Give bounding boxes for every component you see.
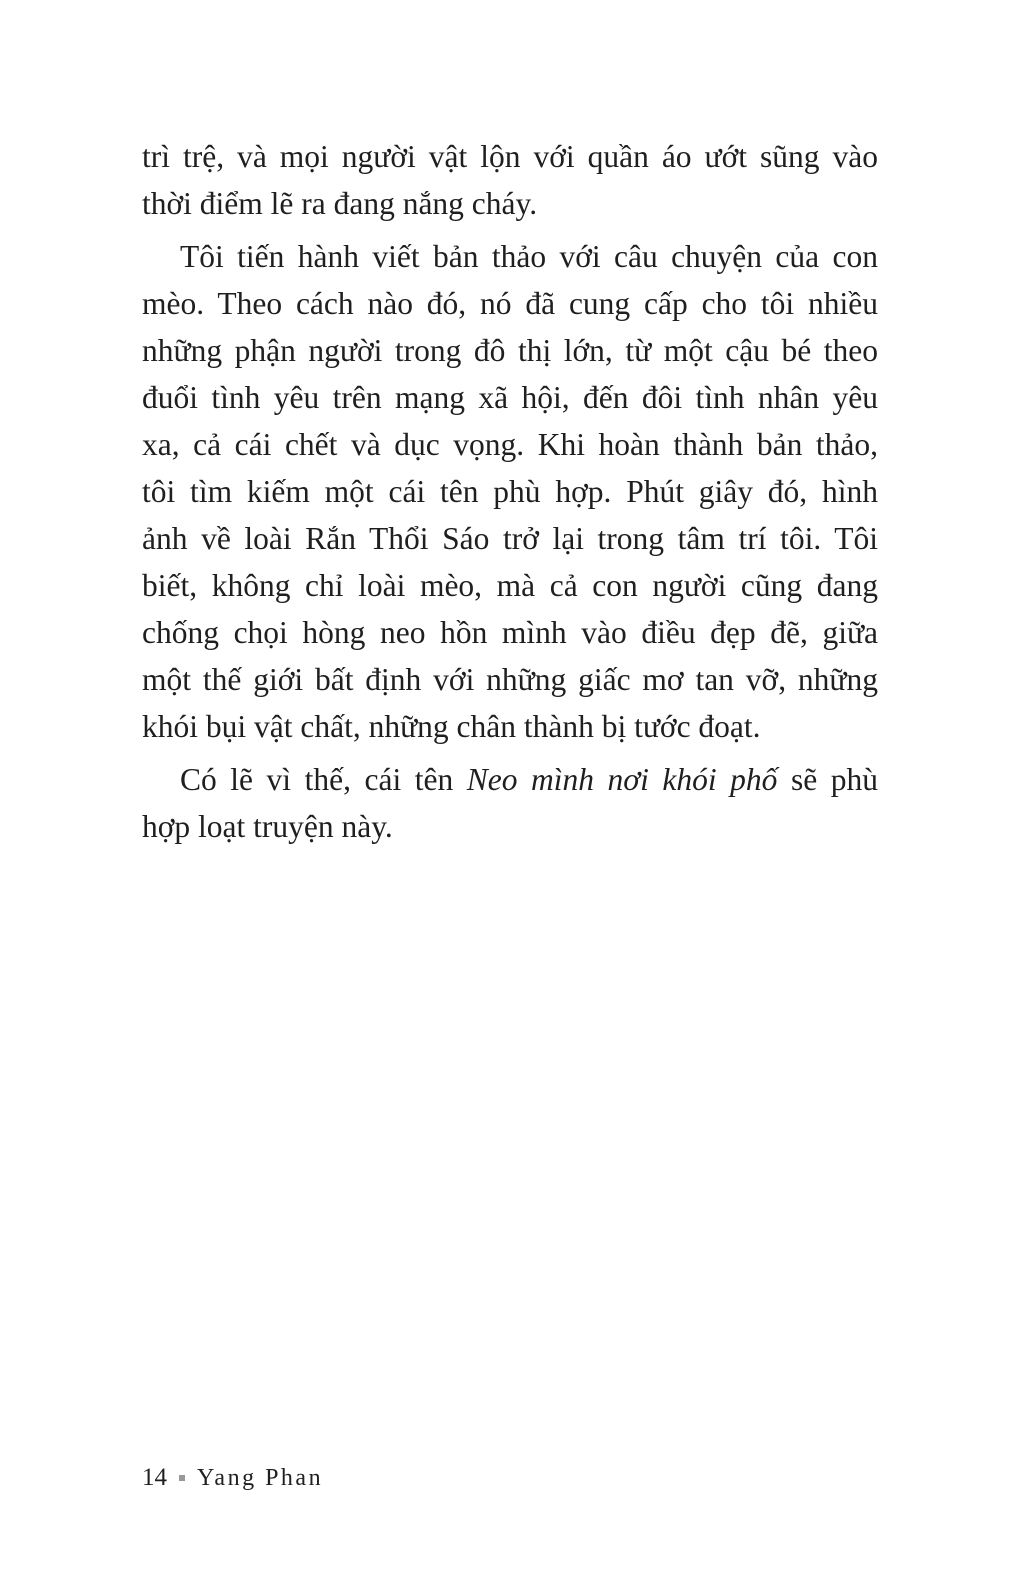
paragraph-2 (142, 233, 878, 750)
text-line: chống chọi hòng neo hồn mình vào điều đẹp đẽ, giữa (142, 615, 878, 650)
text-line: khói bụi vật chất, những chân thành bị tước đoạt. (142, 709, 761, 744)
text-line: những phận người trong đô thị lớn, từ một cậu bé theo (142, 333, 878, 368)
text-segment: Có lẽ vì thế, cái tên (180, 762, 467, 797)
paragraph-1 (142, 133, 878, 227)
text-line: trì trệ, và mọi người vật lộn với quần áo ướt sũng vào (142, 139, 878, 174)
text-line: mèo. Theo cách nào đó, nó đã cung cấp cho tôi nhiều (142, 286, 878, 321)
text-line: Tôi tiến hành viết bản thảo với câu chuyện của con (180, 239, 878, 274)
text-line: hợp loạt truyện này. (142, 809, 393, 844)
text-line: tôi tìm kiếm một cái tên phù hợp. Phút giây đó, hình (142, 474, 878, 509)
page-footer (142, 1464, 323, 1492)
author-name: Yang Phan (197, 1464, 324, 1491)
text-line (142, 756, 878, 803)
text-line: một thế giới bất định với những giấc mơ tan vỡ, những (142, 662, 878, 697)
text-line: biết, không chỉ loài mèo, mà cả con người cũng đang (142, 568, 878, 603)
text-line: thời điểm lẽ ra đang nắng cháy. (142, 186, 538, 221)
page-number: 14 (142, 1464, 167, 1491)
text-line: đuổi tình yêu trên mạng xã hội, đến đôi tình nhân yêu (142, 380, 878, 415)
book-title: Neo mình nơi khói phố (466, 762, 778, 797)
text-line: xa, cả cái chết và dục vọng. Khi hoàn thành bản thảo, (142, 427, 878, 462)
separator-square-icon (179, 1475, 185, 1481)
text-segment: sẽ phù (777, 762, 878, 797)
page-body (142, 133, 878, 856)
paragraph-3 (142, 756, 878, 850)
text-line: ảnh về loài Rắn Thổi Sáo trở lại trong tâm trí tôi. Tôi (142, 521, 878, 556)
